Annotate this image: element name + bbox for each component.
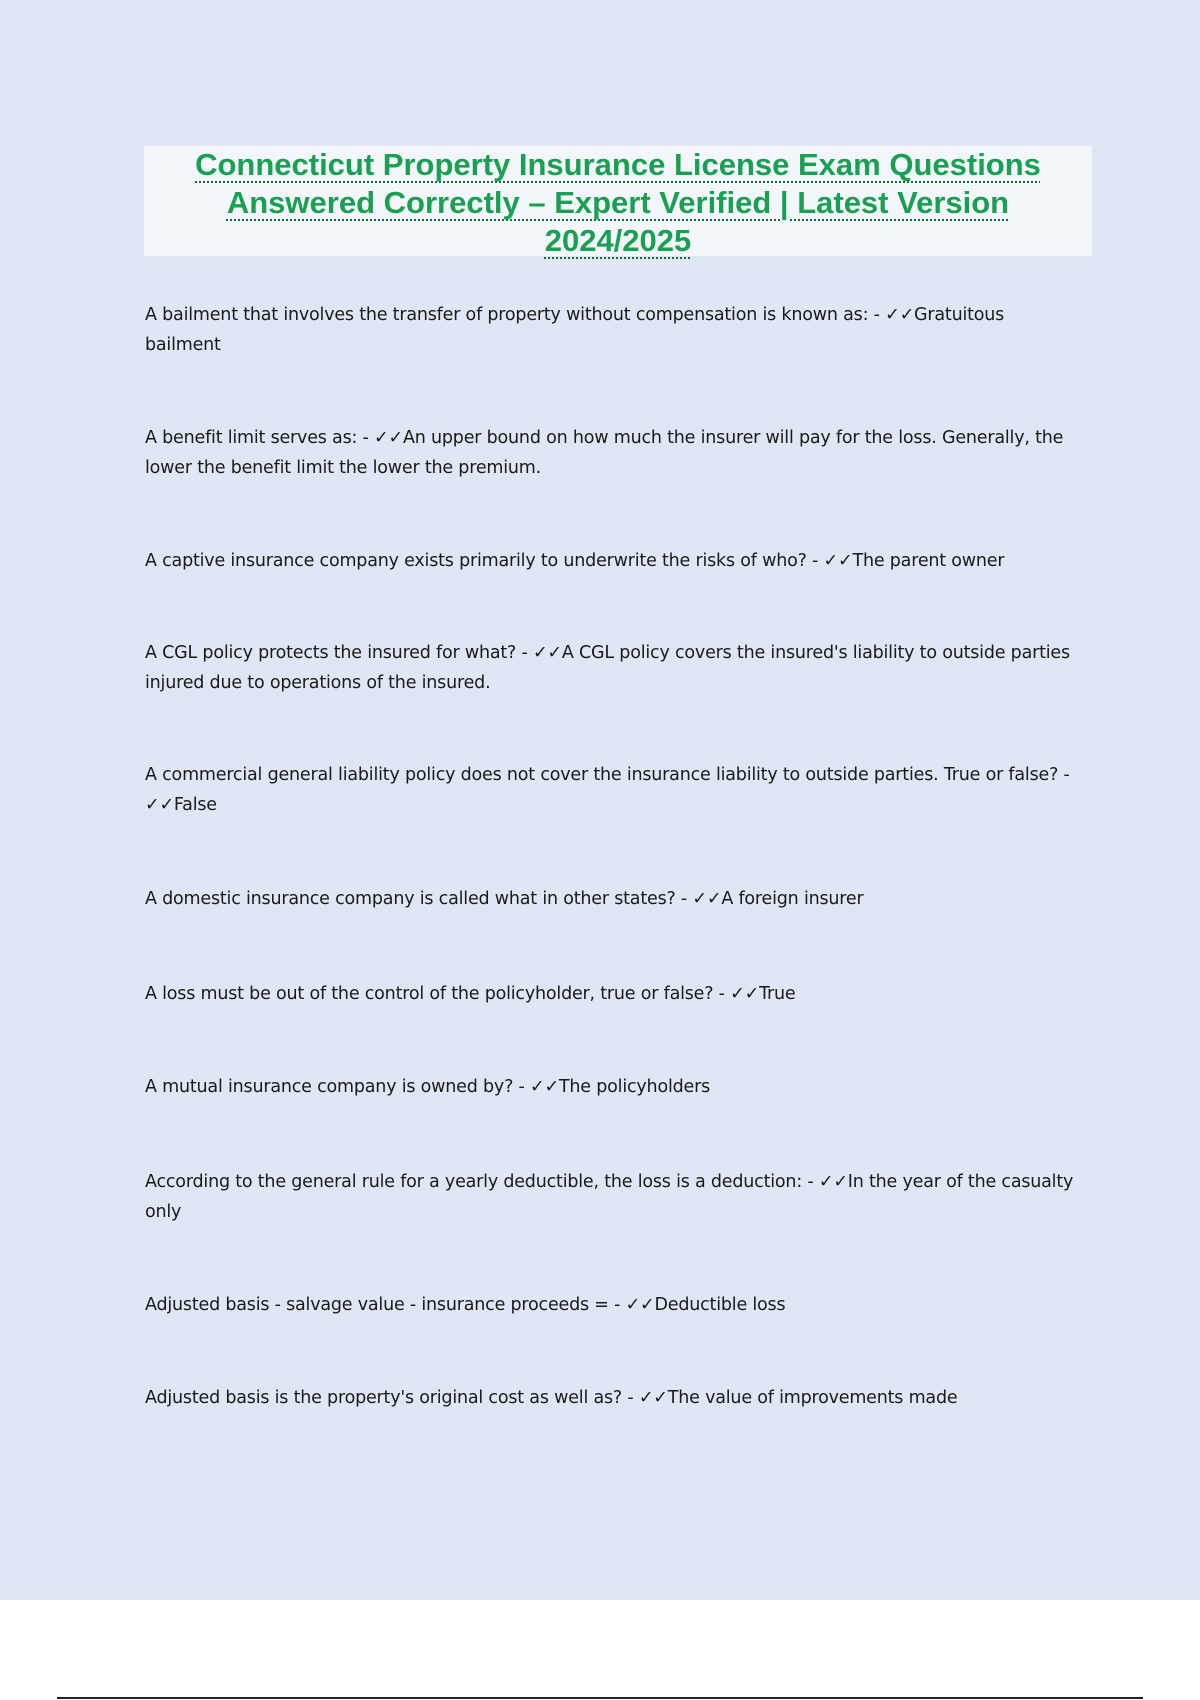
- document-title-line-2: Answered Correctly – Expert Verified | Latest Version: [226, 185, 1010, 220]
- qa-item: A domestic insurance company is called what in other states? - ✓✓A foreign insurer: [145, 889, 864, 909]
- qa-item: A bailment that involves the transfer of property without compensation is known as: - ✓✓Gratuitous bailment: [145, 305, 1005, 355]
- qa-item: Adjusted basis - salvage value - insurance proceeds = - ✓✓Deductible loss: [145, 1295, 786, 1315]
- footer-divider: [57, 1697, 1143, 1699]
- qa-item: A CGL policy protects the insured for what? - ✓✓A CGL policy covers the insured's liability to outside parties injured due to operations of the insured.: [145, 643, 1070, 693]
- qa-item: A captive insurance company exists primarily to underwrite the risks of who? - ✓✓The parent owner: [145, 551, 1005, 571]
- qa-item: According to the general rule for a yearly deductible, the loss is a deduction: - ✓✓In the year of the casualty only: [145, 1172, 1074, 1222]
- qa-item: A benefit limit serves as: - ✓✓An upper bound on how much the insurer will pay for the loss. Generally, the lower the benefit limit the lower the premium.: [145, 428, 1064, 478]
- qa-item: Adjusted basis is the property's original cost as well as? - ✓✓The value of improvements made: [145, 1388, 958, 1408]
- document-title-line-1: Connecticut Property Insurance License Exam Questions: [195, 147, 1041, 182]
- qa-item: A commercial general liability policy does not cover the insurance liability to outside parties. True or false? - ✓✓False: [145, 765, 1070, 815]
- document-title-line-3: 2024/2025: [544, 223, 692, 258]
- document-title-box: [144, 146, 1092, 256]
- qa-item: A loss must be out of the control of the policyholder, true or false? - ✓✓True: [145, 984, 796, 1004]
- qa-item: A mutual insurance company is owned by? - ✓✓The policyholders: [145, 1077, 711, 1097]
